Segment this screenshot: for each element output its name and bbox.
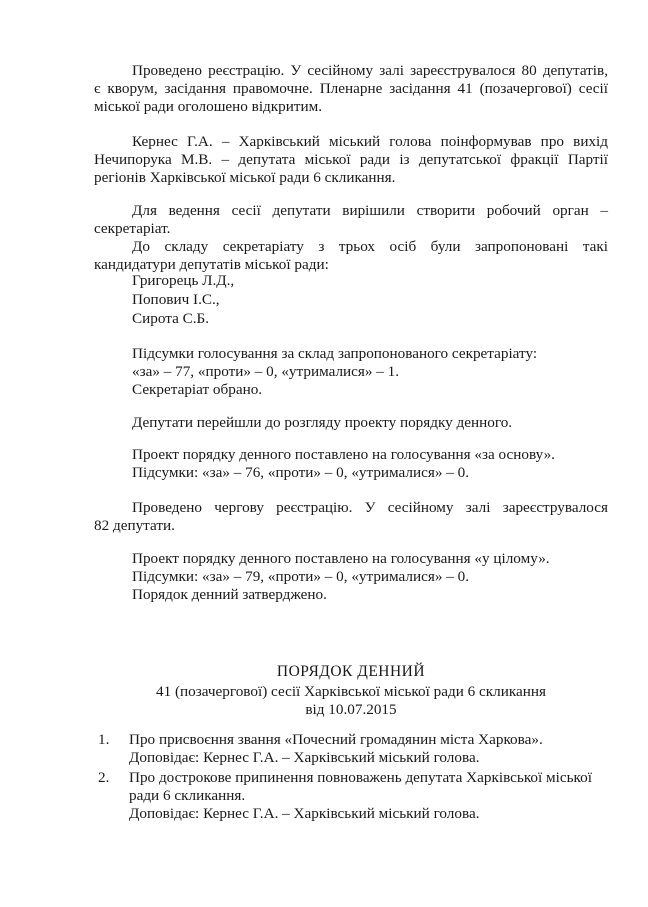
candidate-3: Сирота С.Б. — [132, 310, 210, 327]
candidate-2: Попович І.С., — [132, 291, 220, 308]
vote2-line2: Підсумки: «за» – 76, «проти» – 0, «утрималися» – 0. — [132, 464, 470, 481]
p3-line3: До складу секретаріату з трьох осіб були запропоновані такі — [132, 238, 608, 255]
agenda-item-1-number: 1. — [98, 731, 110, 748]
agenda-item-2-title-line1: Про дострокове припинення повноважень депутата Харківської міської — [129, 769, 592, 786]
agenda-item-1-speaker: Доповідає: Кернес Г.А. – Харківський міський голова. — [129, 749, 480, 766]
p3-line4: кандидатури депутатів міської ради: — [94, 256, 329, 273]
agenda-consideration: Депутати перейшли до розгляду проекту порядку денного. — [132, 414, 513, 431]
p2-line1: Кернес Г.А. – Харківський міський голова поінформував про вихід — [132, 133, 608, 150]
p1-line3: міської ради оголошено відкритим. — [94, 98, 323, 115]
p2-line2: Нечипорука М.В. – депутата міської ради із депутатської фракції Партії — [94, 151, 608, 168]
vote3-line2: Підсумки: «за» – 79, «проти» – 0, «утрималися» – 0. — [132, 568, 470, 585]
agenda-title: ПОРЯДОК ДЕННИЙ — [276, 663, 426, 680]
agenda-item-2-title-line2: ради 6 скликання. — [129, 787, 246, 804]
agenda-item-2-speaker: Доповідає: Кернес Г.А. – Харківський міський голова. — [129, 805, 480, 822]
p1-line1: Проведено реєстрацію. У сесійному залі зареєструвалося 80 депутатів, — [132, 62, 608, 79]
agenda-item-1-title: Про присвоєння звання «Почесний громадянин міста Харкова». — [129, 731, 543, 748]
p1-line2: є кворум, засідання правомочне. Пленарне засідання 41 (позачергової) сесії — [94, 80, 608, 97]
reg2-line2: 82 депутати. — [94, 517, 175, 534]
candidate-1: Григорець Л.Д., — [132, 272, 235, 289]
vote2-line1: Проект порядку денного поставлено на голосування «за основу». — [132, 446, 555, 463]
agenda-item-2-number: 2. — [98, 769, 110, 786]
vote1-line1: Підсумки голосування за склад запропонованого секретаріату: — [132, 345, 538, 362]
p2-line3: регіонів Харківської міської ради 6 скликання. — [94, 169, 396, 186]
agenda-subtitle: 41 (позачергової) сесії Харківської міської ради 6 скликання — [156, 683, 546, 700]
agenda-date: від 10.07.2015 — [305, 701, 397, 718]
vote1-line2: «за» – 77, «проти» – 0, «утрималися» – 1. — [132, 363, 400, 380]
vote3-line3: Порядок денний затверджено. — [132, 586, 327, 603]
p3-line2: секретаріат. — [94, 220, 171, 237]
vote3-line1: Проект порядку денного поставлено на голосування «у цілому». — [132, 550, 550, 567]
p3-line1: Для ведення сесії депутати вирішили створити робочий орган – — [132, 202, 608, 219]
reg2-line1: Проведено чергову реєстрацію. У сесійному залі зареєструвалося — [132, 499, 608, 516]
vote1-line3: Секретаріат обрано. — [132, 381, 263, 398]
